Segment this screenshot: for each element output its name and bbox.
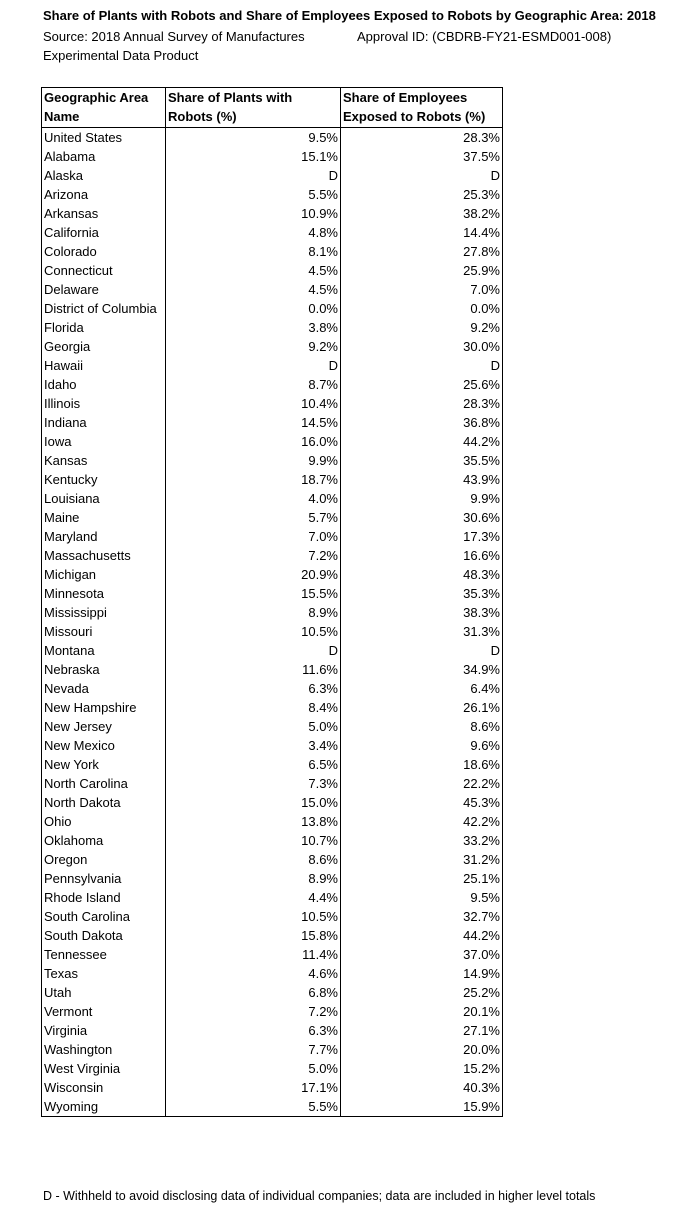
cell-plants-share: 8.1% [166, 242, 341, 261]
footnote: D - Withheld to avoid disclosing data of individual companies; data are included in higher level totals [43, 1189, 596, 1203]
cell-area-name: Hawaii [42, 356, 166, 375]
cell-area-name: Rhode Island [42, 888, 166, 907]
cell-employees-share: 32.7% [341, 907, 503, 926]
cell-area-name: Nevada [42, 679, 166, 698]
cell-plants-share: 5.0% [166, 717, 341, 736]
cell-area-name: South Dakota [42, 926, 166, 945]
column-header-area: Geographic Area Name [42, 88, 166, 128]
cell-employees-share: 6.4% [341, 679, 503, 698]
cell-employees-share: 35.5% [341, 451, 503, 470]
cell-employees-share: 37.5% [341, 147, 503, 166]
cell-plants-share: 8.4% [166, 698, 341, 717]
cell-employees-share: 25.6% [341, 375, 503, 394]
cell-area-name: Iowa [42, 432, 166, 451]
table-row [42, 869, 503, 888]
cell-employees-share: 9.9% [341, 489, 503, 508]
table-row [42, 1059, 503, 1078]
cell-employees-share: 30.6% [341, 508, 503, 527]
cell-plants-share: 4.0% [166, 489, 341, 508]
cell-plants-share: 4.5% [166, 261, 341, 280]
cell-employees-share: 25.3% [341, 185, 503, 204]
table-row [42, 1021, 503, 1040]
cell-area-name: Oregon [42, 850, 166, 869]
cell-area-name: South Carolina [42, 907, 166, 926]
table-row [42, 622, 503, 641]
cell-plants-share: 14.5% [166, 413, 341, 432]
cell-employees-share: 9.2% [341, 318, 503, 337]
table-row [42, 755, 503, 774]
cell-employees-share: 28.3% [341, 394, 503, 413]
table-row [42, 223, 503, 242]
table-row [42, 299, 503, 318]
cell-employees-share: 27.8% [341, 242, 503, 261]
cell-plants-share: 7.0% [166, 527, 341, 546]
cell-area-name: Mississippi [42, 603, 166, 622]
cell-employees-share: 25.1% [341, 869, 503, 888]
cell-employees-share: 44.2% [341, 432, 503, 451]
cell-employees-share: 25.2% [341, 983, 503, 1002]
cell-employees-share: 0.0% [341, 299, 503, 318]
cell-area-name: Arizona [42, 185, 166, 204]
table-row [42, 1040, 503, 1059]
cell-area-name: New Hampshire [42, 698, 166, 717]
cell-employees-share: 30.0% [341, 337, 503, 356]
cell-employees-share: 31.3% [341, 622, 503, 641]
cell-employees-share: 22.2% [341, 774, 503, 793]
cell-plants-share: 8.9% [166, 869, 341, 888]
table-header-row [42, 88, 503, 128]
cell-area-name: Washington [42, 1040, 166, 1059]
table-row [42, 964, 503, 983]
table-row [42, 1002, 503, 1021]
cell-employees-share: 9.6% [341, 736, 503, 755]
cell-employees-share: 25.9% [341, 261, 503, 280]
table-row [42, 166, 503, 185]
cell-plants-share: 15.5% [166, 584, 341, 603]
cell-plants-share: 10.7% [166, 831, 341, 850]
cell-plants-share: 6.8% [166, 983, 341, 1002]
cell-employees-share: 15.9% [341, 1097, 503, 1117]
cell-plants-share: 7.3% [166, 774, 341, 793]
table-body [42, 128, 503, 1117]
cell-plants-share: D [166, 356, 341, 375]
page-title: Share of Plants with Robots and Share of Employees Exposed to Robots by Geographic Area: 2018 [43, 8, 656, 23]
table-row [42, 356, 503, 375]
table-row [42, 470, 503, 489]
cell-employees-share: 37.0% [341, 945, 503, 964]
cell-employees-share: 18.6% [341, 755, 503, 774]
cell-plants-share: 10.5% [166, 622, 341, 641]
cell-employees-share: 27.1% [341, 1021, 503, 1040]
cell-employees-share: D [341, 356, 503, 375]
approval-id: Approval ID: (CBDRB-FY21-ESMD001-008) [357, 29, 612, 44]
cell-area-name: Kentucky [42, 470, 166, 489]
cell-plants-share: 9.2% [166, 337, 341, 356]
table-row [42, 451, 503, 470]
cell-employees-share: 44.2% [341, 926, 503, 945]
table-row [42, 584, 503, 603]
cell-plants-share: 20.9% [166, 565, 341, 584]
cell-area-name: Alabama [42, 147, 166, 166]
column-header-employees: Share of Employees Exposed to Robots (%) [341, 88, 503, 128]
cell-employees-share: 28.3% [341, 128, 503, 148]
table-row [42, 375, 503, 394]
cell-area-name: United States [42, 128, 166, 148]
cell-area-name: Louisiana [42, 489, 166, 508]
cell-plants-share: 4.8% [166, 223, 341, 242]
cell-plants-share: 17.1% [166, 1078, 341, 1097]
table-row [42, 147, 503, 166]
cell-plants-share: 3.4% [166, 736, 341, 755]
table-row [42, 926, 503, 945]
table-row [42, 413, 503, 432]
cell-employees-share: 20.0% [341, 1040, 503, 1059]
cell-area-name: Nebraska [42, 660, 166, 679]
cell-area-name: Wisconsin [42, 1078, 166, 1097]
table-row [42, 850, 503, 869]
cell-plants-share: 5.0% [166, 1059, 341, 1078]
cell-plants-share: 5.5% [166, 1097, 341, 1117]
cell-plants-share: D [166, 166, 341, 185]
cell-plants-share: 15.1% [166, 147, 341, 166]
cell-area-name: West Virginia [42, 1059, 166, 1078]
cell-area-name: Kansas [42, 451, 166, 470]
table-row [42, 717, 503, 736]
table-row [42, 204, 503, 223]
cell-plants-share: 6.5% [166, 755, 341, 774]
cell-plants-share: 7.2% [166, 546, 341, 565]
cell-employees-share: 36.8% [341, 413, 503, 432]
cell-area-name: Colorado [42, 242, 166, 261]
cell-plants-share: 9.9% [166, 451, 341, 470]
cell-area-name: Montana [42, 641, 166, 660]
cell-area-name: Missouri [42, 622, 166, 641]
cell-plants-share: 3.8% [166, 318, 341, 337]
cell-employees-share: 15.2% [341, 1059, 503, 1078]
cell-area-name: Georgia [42, 337, 166, 356]
cell-employees-share: 7.0% [341, 280, 503, 299]
table-row [42, 812, 503, 831]
table-row [42, 394, 503, 413]
cell-area-name: Illinois [42, 394, 166, 413]
cell-plants-share: 4.4% [166, 888, 341, 907]
source-note: Source: 2018 Annual Survey of Manufactures [43, 29, 305, 44]
cell-area-name: Delaware [42, 280, 166, 299]
cell-plants-share: 6.3% [166, 1021, 341, 1040]
cell-employees-share: 40.3% [341, 1078, 503, 1097]
cell-employees-share: 8.6% [341, 717, 503, 736]
table-row [42, 242, 503, 261]
cell-area-name: Florida [42, 318, 166, 337]
table-row [42, 888, 503, 907]
table-row [42, 565, 503, 584]
cell-employees-share: 33.2% [341, 831, 503, 850]
cell-employees-share: 43.9% [341, 470, 503, 489]
data-table [41, 87, 503, 1117]
cell-area-name: Texas [42, 964, 166, 983]
cell-area-name: Oklahoma [42, 831, 166, 850]
cell-plants-share: D [166, 641, 341, 660]
cell-employees-share: D [341, 166, 503, 185]
cell-employees-share: D [341, 641, 503, 660]
table-row [42, 280, 503, 299]
cell-employees-share: 38.2% [341, 204, 503, 223]
table-row [42, 337, 503, 356]
table-row [42, 945, 503, 964]
cell-plants-share: 6.3% [166, 679, 341, 698]
cell-area-name: Arkansas [42, 204, 166, 223]
cell-area-name: Pennsylvania [42, 869, 166, 888]
cell-plants-share: 10.5% [166, 907, 341, 926]
cell-plants-share: 11.6% [166, 660, 341, 679]
cell-employees-share: 48.3% [341, 565, 503, 584]
table-row [42, 128, 503, 148]
table-row [42, 1097, 503, 1117]
cell-plants-share: 16.0% [166, 432, 341, 451]
cell-area-name: North Carolina [42, 774, 166, 793]
cell-plants-share: 4.5% [166, 280, 341, 299]
cell-area-name: Maine [42, 508, 166, 527]
table-row [42, 736, 503, 755]
table-row [42, 679, 503, 698]
cell-area-name: Connecticut [42, 261, 166, 280]
cell-employees-share: 31.2% [341, 850, 503, 869]
cell-employees-share: 17.3% [341, 527, 503, 546]
table-row [42, 527, 503, 546]
cell-plants-share: 7.7% [166, 1040, 341, 1059]
table-row [42, 641, 503, 660]
table-row [42, 983, 503, 1002]
product-label: Experimental Data Product [43, 48, 199, 63]
cell-area-name: Vermont [42, 1002, 166, 1021]
cell-area-name: District of Columbia [42, 299, 166, 318]
cell-plants-share: 7.2% [166, 1002, 341, 1021]
cell-plants-share: 13.8% [166, 812, 341, 831]
cell-area-name: New York [42, 755, 166, 774]
table-row [42, 831, 503, 850]
cell-area-name: North Dakota [42, 793, 166, 812]
cell-plants-share: 5.5% [166, 185, 341, 204]
cell-plants-share: 11.4% [166, 945, 341, 964]
cell-area-name: Virginia [42, 1021, 166, 1040]
cell-plants-share: 15.0% [166, 793, 341, 812]
cell-employees-share: 16.6% [341, 546, 503, 565]
table-row [42, 1078, 503, 1097]
cell-area-name: Minnesota [42, 584, 166, 603]
table-row [42, 318, 503, 337]
cell-area-name: Alaska [42, 166, 166, 185]
cell-area-name: Ohio [42, 812, 166, 831]
cell-employees-share: 45.3% [341, 793, 503, 812]
cell-plants-share: 0.0% [166, 299, 341, 318]
cell-plants-share: 4.6% [166, 964, 341, 983]
cell-plants-share: 5.7% [166, 508, 341, 527]
cell-area-name: Maryland [42, 527, 166, 546]
table-row [42, 261, 503, 280]
cell-employees-share: 38.3% [341, 603, 503, 622]
table-row [42, 432, 503, 451]
cell-area-name: Tennessee [42, 945, 166, 964]
table-row [42, 546, 503, 565]
cell-plants-share: 9.5% [166, 128, 341, 148]
cell-area-name: Idaho [42, 375, 166, 394]
table-row [42, 660, 503, 679]
cell-employees-share: 9.5% [341, 888, 503, 907]
table-row [42, 774, 503, 793]
cell-area-name: Massachusetts [42, 546, 166, 565]
cell-area-name: Indiana [42, 413, 166, 432]
table-row [42, 603, 503, 622]
cell-plants-share: 15.8% [166, 926, 341, 945]
table-row [42, 793, 503, 812]
cell-area-name: Utah [42, 983, 166, 1002]
cell-area-name: New Jersey [42, 717, 166, 736]
cell-plants-share: 8.7% [166, 375, 341, 394]
cell-plants-share: 8.6% [166, 850, 341, 869]
cell-area-name: Wyoming [42, 1097, 166, 1117]
cell-area-name: California [42, 223, 166, 242]
cell-employees-share: 20.1% [341, 1002, 503, 1021]
cell-area-name: New Mexico [42, 736, 166, 755]
cell-plants-share: 10.9% [166, 204, 341, 223]
column-header-plants: Share of Plants with Robots (%) [166, 88, 341, 128]
table-row [42, 907, 503, 926]
table-row [42, 489, 503, 508]
cell-plants-share: 10.4% [166, 394, 341, 413]
cell-plants-share: 18.7% [166, 470, 341, 489]
cell-employees-share: 14.4% [341, 223, 503, 242]
cell-plants-share: 8.9% [166, 603, 341, 622]
cell-area-name: Michigan [42, 565, 166, 584]
cell-employees-share: 26.1% [341, 698, 503, 717]
cell-employees-share: 34.9% [341, 660, 503, 679]
cell-employees-share: 42.2% [341, 812, 503, 831]
table-row [42, 508, 503, 527]
cell-employees-share: 14.9% [341, 964, 503, 983]
table-row [42, 698, 503, 717]
table-row [42, 185, 503, 204]
cell-employees-share: 35.3% [341, 584, 503, 603]
